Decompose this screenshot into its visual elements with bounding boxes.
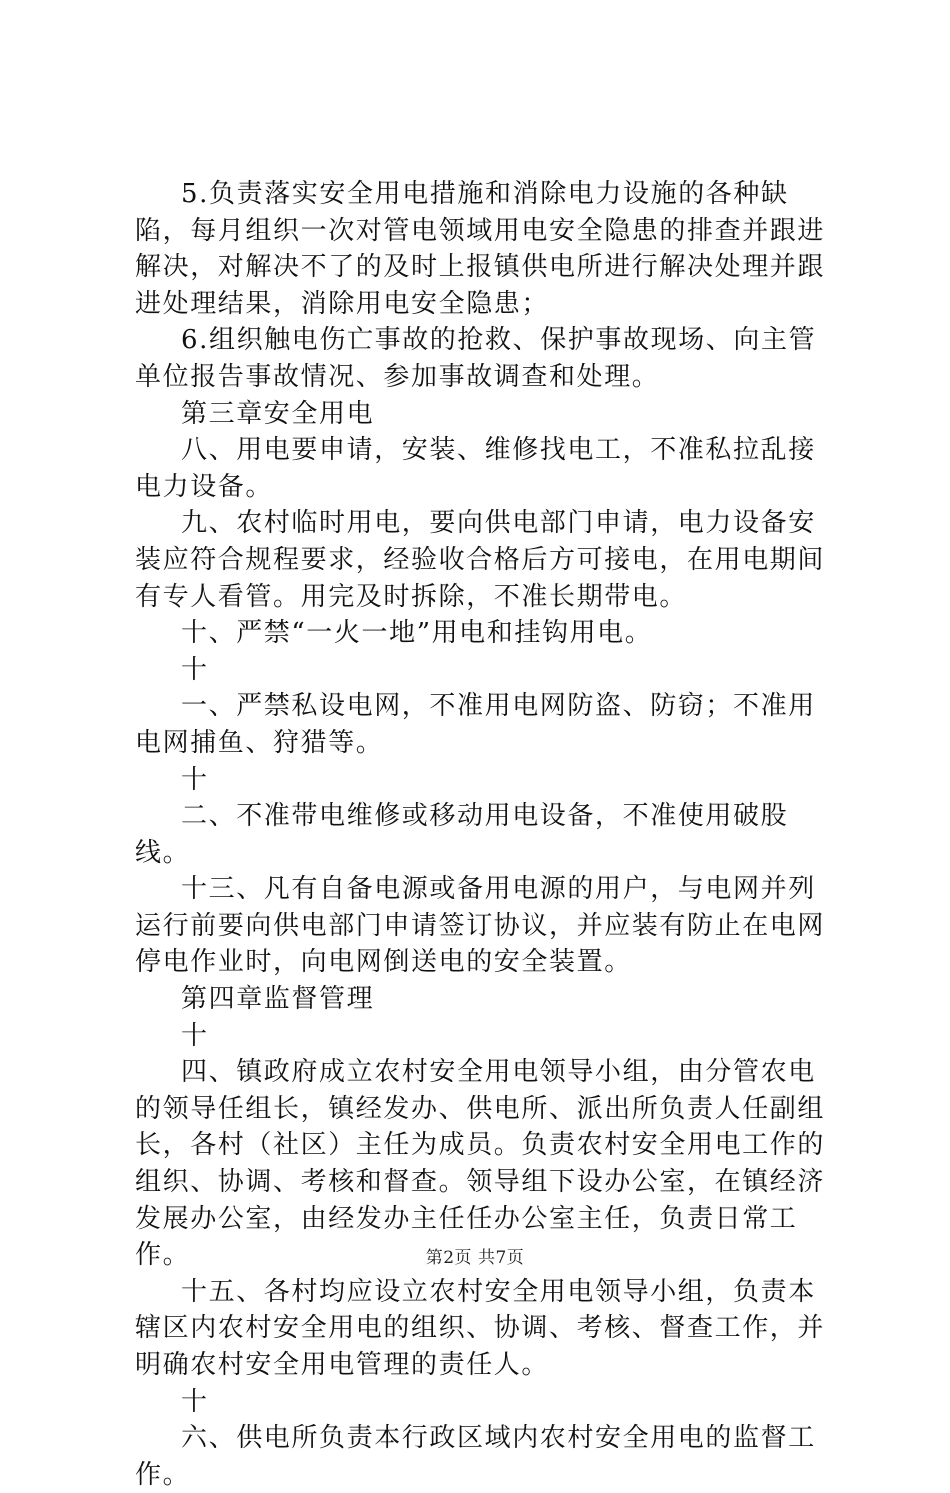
paragraph: 十: [181, 1020, 209, 1051]
paragraph: 十: [181, 654, 209, 685]
paragraph: 一、严禁私设电网，不准用电网防盗、防窃；不准用电网捕鱼、狩猎等。: [135, 691, 816, 758]
paragraph: 九、农村临时用电，要向供电部门申请，电力设备安装应符合规程要求，经验收合格后方可接电，在用电期间有专人看管。用完及时拆除，不准长期带电。: [135, 508, 826, 612]
paragraph: 四、镇政府成立农村安全用电领导小组，由分管农电的领导任组长，镇经发办、供电所、派出所负责人任副组长，各村（社区）主任为成员。负责农村安全用电工作的组织、协调、考核和督查。领导组下设办公室，在镇经济发展办公室，由经发办主任任办公室主任，负责日常工作。: [135, 1057, 826, 1271]
chapter-heading: 第三章安全用电: [181, 398, 375, 429]
paragraph: 六、供电所负责本行政区域内农村安全用电的监督工作。: [135, 1423, 816, 1490]
paragraph: 八、用电要申请，安装、维修找电工，不准私拉乱接电力设备。: [135, 435, 816, 502]
paragraph: 十三、凡有自备电源或备用电源的用户，与电网并列运行前要向供电部门申请签订协议，并应装有防止在电网停电作业时，向电网倒送电的安全装置。: [135, 874, 826, 978]
document-body: [135, 176, 835, 1493]
paragraph: 十: [181, 1386, 209, 1417]
paragraph: 十: [181, 764, 209, 795]
paragraph: 5.负责落实安全用电措施和消除电力设施的各种缺陷，每月组织一次对管电领域用电安全隐患的排查并跟进解决，对解决不了的及时上报镇供电所进行解决处理并跟进处理结果，消除用电安全隐患；: [135, 179, 826, 319]
page-number-footer: 第2页 共7页: [425, 1248, 525, 1268]
paragraph: 十、严禁“一火一地”用电和挂钩用电。: [181, 618, 653, 649]
chapter-heading: 第四章监督管理: [181, 984, 375, 1015]
paragraph: 6.组织触电伤亡事故的抢救、保护事故现场、向主管单位报告事故情况、参加事故调查和处理。: [135, 325, 817, 392]
paragraph: 二、不准带电维修或移动用电设备，不准使用破股线。: [135, 801, 789, 868]
paragraph: 十五、各村均应设立农村安全用电领导小组，负责本辖区内农村安全用电的组织、协调、考核、督查工作，并明确农村安全用电管理的责任人。: [135, 1276, 826, 1380]
